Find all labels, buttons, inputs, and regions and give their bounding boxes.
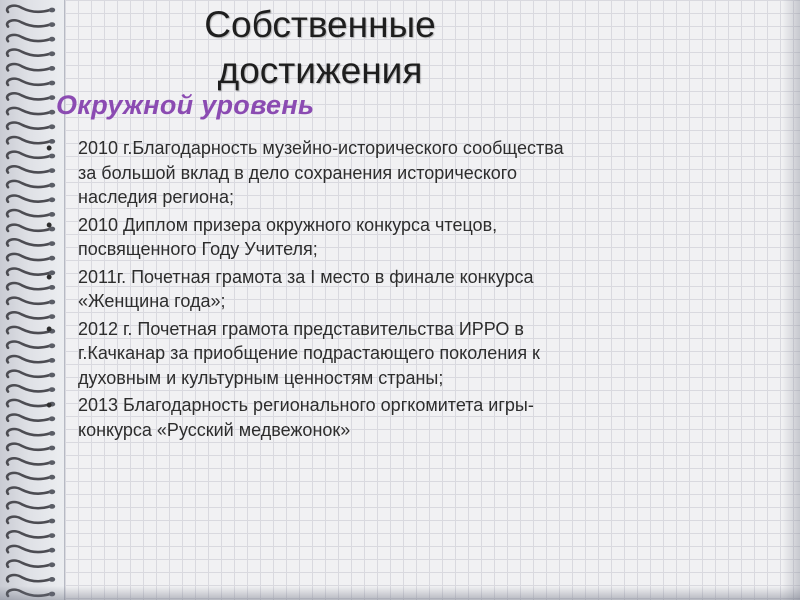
binding-hole [49, 533, 55, 538]
binding-hole [49, 37, 55, 42]
binding-hole [49, 95, 55, 100]
list-item [46, 136, 566, 210]
binding-hole [49, 51, 55, 56]
spiral-coil [7, 561, 50, 567]
spiral-coil [7, 371, 50, 377]
spiral-coil [7, 517, 50, 523]
achievements-list [46, 136, 566, 445]
binding-hole [49, 577, 55, 582]
list-item [46, 265, 566, 314]
slide-subtitle: Окружной уровень [56, 90, 315, 120]
spiral-coil [7, 20, 50, 26]
spiral-coil [7, 35, 50, 41]
spiral-coil [7, 225, 50, 231]
bullet-icon: • [46, 266, 53, 287]
spiral-coil [7, 385, 50, 391]
spiral-coil [7, 473, 50, 479]
binding-hole [49, 460, 55, 465]
list-item-text: 2012 г. Почетная грамота представительства ИРРО в г.Качканар за приобщение подрастающего поколения к духовным и культурным ценностям страны; [78, 318, 540, 388]
list-item-text: 2011г. Почетная грамота за I место в финале конкурса «Женщина года»; [78, 266, 534, 311]
binding-hole [49, 562, 55, 567]
spiral-coil [7, 342, 50, 348]
list-item [46, 317, 566, 391]
spiral-coil [7, 6, 50, 12]
spiral-coil [7, 327, 50, 333]
bullet-icon: • [46, 318, 53, 339]
spiral-coil [7, 312, 50, 318]
list-item [46, 393, 566, 442]
binding-hole [49, 475, 55, 480]
spiral-coil [7, 93, 50, 99]
binding-hole [49, 504, 55, 509]
spiral-coil [7, 531, 50, 537]
page-edge-shadow [782, 0, 800, 600]
spiral-coil [7, 123, 50, 129]
binding-hole [49, 110, 55, 115]
binding-hole [49, 81, 55, 86]
binding-hole [49, 124, 55, 129]
spiral-coil [7, 64, 50, 70]
list-item-text: 2013 Благодарность регионального оргкомитета игры-конкурса «Русский медвежонок» [78, 395, 534, 440]
list-item-text: 2010 г.Благодарность музейно-исторического сообщества за большой вклад в дело сохранения исторического наследия региона; [78, 138, 564, 207]
list-item-text: 2010 Диплом призера окружного конкурса чтецов, посвященного Году Учителя; [78, 214, 498, 259]
spiral-coil [7, 356, 50, 362]
spiral-coil [7, 488, 50, 494]
spiral-coil [7, 196, 50, 202]
binding-hole [49, 489, 55, 494]
spiral-coil [7, 546, 50, 552]
bullet-icon: • [46, 214, 53, 235]
spiral-coil [7, 575, 50, 581]
binding-hole [49, 66, 55, 71]
binding-hole [49, 8, 55, 13]
binding-hole [49, 548, 55, 553]
slide-title: Собственные достижения [204, 4, 436, 91]
spiral-coil [7, 137, 50, 143]
spiral-coil [7, 239, 50, 245]
spiral-coil [7, 400, 50, 406]
binding-hole [49, 446, 55, 451]
spiral-coil [7, 79, 50, 85]
spiral-coil [7, 181, 50, 187]
spiral-coil [7, 166, 50, 172]
spiral-coil [7, 152, 50, 158]
spiral-coil [7, 283, 50, 289]
spiral-coil [7, 502, 50, 508]
binding-hole [49, 519, 55, 524]
bullet-icon: • [46, 138, 53, 158]
spiral-coil [7, 444, 50, 450]
spiral-coil [7, 108, 50, 114]
spiral-coil [7, 458, 50, 464]
binding-hole [49, 22, 55, 27]
spiral-coil [7, 254, 50, 260]
spiral-coil [7, 210, 50, 216]
bullet-icon: • [46, 395, 53, 415]
spiral-coil [7, 415, 50, 421]
spiral-coil [7, 429, 50, 435]
list-item [46, 213, 566, 262]
spiral-coil [7, 298, 50, 304]
spiral-coil [7, 50, 50, 56]
spiral-coil [7, 269, 50, 275]
page-bottom-shadow [0, 586, 800, 600]
